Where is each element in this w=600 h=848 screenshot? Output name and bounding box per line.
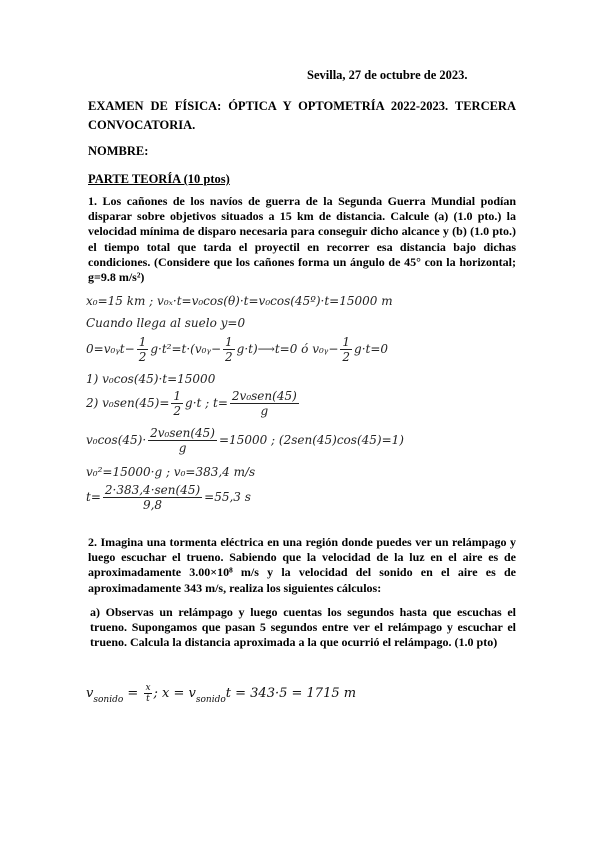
exam-title-line-2: CONVOCATORIA.: [88, 118, 196, 132]
math-term: g·t²=t·(v₀ᵧ−: [150, 342, 221, 356]
fraction-numerator: 2v₀sen(45): [150, 426, 215, 440]
fraction: [230, 389, 299, 418]
question-2a-line: trueno. Calcula la distancia aproximada a la que ocurrió el relámpago. (1.0 pto): [90, 635, 498, 650]
fraction-denominator: 2: [138, 350, 147, 364]
fraction: [137, 335, 149, 364]
fraction-denominator: 9,8: [142, 498, 163, 512]
question-2-line: 2. Imagina una tormenta eléctrica en una región donde puedes ver un relámpago y: [88, 535, 516, 549]
solution-1-line-8: [86, 483, 251, 512]
fraction-denominator: 2: [225, 350, 233, 364]
math-subscript: sonido: [195, 695, 226, 705]
math-term: =15000 ; (2sen(45)cos(45)=1): [219, 433, 404, 447]
fraction-denominator: 2: [342, 350, 351, 364]
solution-1-line-7: v₀²=15000·g ; v₀=383,4 m/s: [86, 465, 256, 479]
math-term: g·t)⟶t=0 ó v₀ᵧ−: [236, 342, 339, 356]
section-heading: PARTE TEORÍA (10 ptos): [88, 172, 230, 186]
question-2a-line: trueno. Supongamos que pasan 5 segundos entre ver el relámpago y escuchar el: [90, 620, 516, 635]
solution-1-line-5: [86, 389, 301, 418]
math-term: t = 343·5 = 1715 m: [225, 686, 357, 701]
question-2-line: luego escuchar el trueno. Sabiendo que la velocidad de la luz en el aire es de: [88, 550, 516, 565]
fraction-denominator: g: [178, 441, 187, 455]
math-term: g·t=0: [354, 342, 389, 356]
question-2a-line: a) Observas un relámpago y luego cuentas los segundos hasta que escuchas el: [90, 605, 516, 619]
name-label: NOMBRE:: [88, 144, 149, 158]
fraction-numerator: 2v₀sen(45): [231, 389, 297, 403]
math-term: g·t ; t=: [185, 396, 228, 410]
math-subscript: sonido: [93, 695, 124, 705]
exam-date: Sevilla, 27 de octubre de 2023.: [307, 68, 468, 82]
solution-1-line-6: [86, 426, 404, 455]
fraction-numerator: 1: [173, 389, 182, 403]
solution-1-line-1: x₀=15 km ; v₀ₓ·t=v₀cos(θ)·t=v₀cos(45º)·t=15000 m: [86, 294, 393, 308]
fraction: [144, 683, 151, 704]
question-2-line: aproximadamente 3.00×10⁸ m/s y la velocidad del sonido en el aire es de: [88, 565, 516, 580]
fraction: [223, 335, 235, 364]
fraction: [171, 389, 183, 418]
fraction-numerator: 2·383,4·sen(45): [104, 483, 201, 497]
question-2-line: aproximadamente 343 m/s, realiza los siguientes cálculos:: [88, 580, 382, 595]
fraction: [340, 335, 352, 364]
math-term: v₀cos(45)·: [86, 433, 147, 447]
fraction: [103, 483, 202, 512]
fraction-numerator: x: [145, 683, 151, 693]
fraction-numerator: 1: [138, 335, 147, 349]
fraction: [148, 426, 217, 455]
solution-2-formula: [86, 683, 356, 705]
exam-title: [88, 97, 516, 135]
math-term: t=: [86, 490, 101, 504]
solution-1-line-4: 1) v₀cos(45)·t=15000: [86, 372, 216, 386]
question-1-line: 1. Los cañones de los navíos de guerra de la Segunda Guerra Mundial podían: [88, 194, 516, 208]
question-1-line: velocidad mínima de disparo necesaria para conseguir dicho alcance y (b) (1.0 pto.): [88, 224, 516, 239]
fraction-denominator: t: [146, 694, 150, 704]
question-2: [88, 535, 516, 596]
fraction-denominator: 2: [173, 404, 182, 418]
solution-1-line-2: Cuando llega al suelo y=0: [86, 316, 246, 330]
question-1-line: g=9.8 m/s²): [88, 270, 145, 285]
question-1-line: disparar sobre objetivos situados a 15 km de distancia. Calcule (a) (1.0 pto.) la: [88, 209, 516, 224]
fraction-denominator: g: [260, 404, 269, 418]
math-term: =: [123, 686, 143, 701]
math-term: v: [86, 686, 94, 701]
exam-title-line-1: EXAMEN DE FÍSICA: ÓPTICA Y OPTOMETRÍA 2022-2023. TERCERA: [88, 99, 516, 113]
fraction-numerator: 1: [342, 335, 351, 349]
question-2a: [90, 605, 516, 651]
question-1-line: condiciones. (Considere que los cañones forma un ángulo de 45° con la horizontal;: [88, 254, 516, 269]
fraction-numerator: 1: [225, 335, 233, 349]
math-term: 0=v₀ᵧt−: [86, 342, 135, 356]
question-1-line: el tiempo total que tarda el proyectil en recorrer esa distancia bajo dichas: [88, 239, 516, 254]
math-term: 2) v₀sen(45)=: [86, 396, 170, 410]
solution-1-line-3: [86, 335, 388, 364]
math-term: =55,3 s: [204, 490, 251, 504]
question-1: [88, 194, 516, 285]
math-term: ; x = v: [153, 686, 196, 701]
